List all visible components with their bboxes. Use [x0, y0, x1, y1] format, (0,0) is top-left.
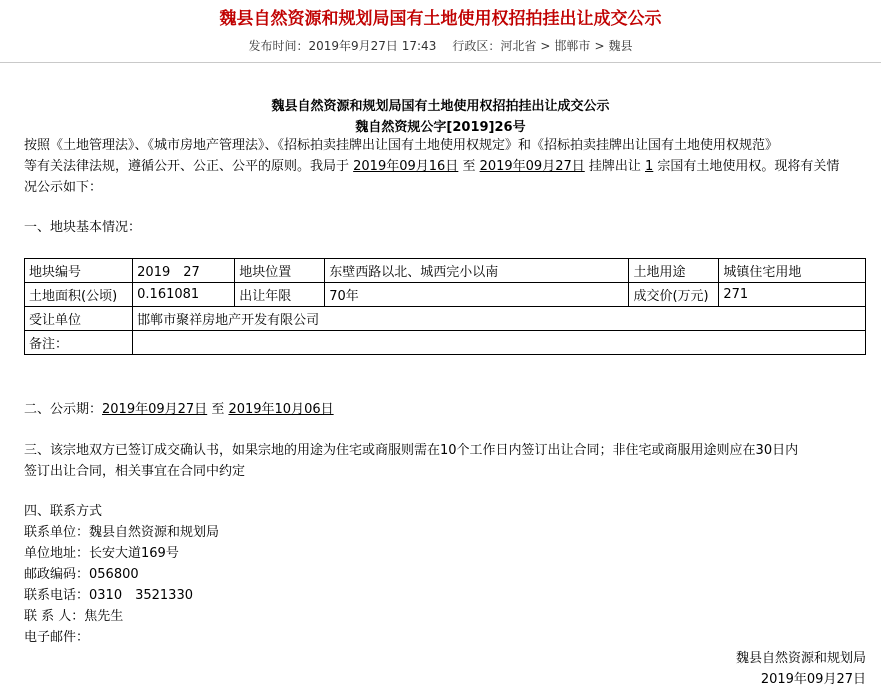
header-divider: [0, 62, 881, 63]
table-row: [25, 283, 866, 307]
region-county-link[interactable]: 魏县: [608, 39, 633, 53]
breadcrumb-separator: >: [594, 39, 605, 53]
publish-time: 2019年9月27日 17:43: [308, 39, 437, 53]
contact-phone: 联系电话：0310 3521330: [24, 588, 193, 603]
section-2-publicity-period: [24, 399, 334, 420]
intro-text: 宗国有土地使用权。现将有关情: [653, 159, 840, 174]
cell-area-label: 土地面积(公顷): [25, 283, 133, 307]
section-3-line-1: 三、该宗地双方已签订成交确认书，如果宗地的用途为住宅或商服则需在10个工作日内签订出让合同；非住宅或商服用途则应在30日内: [24, 443, 799, 458]
contact-section: [24, 501, 219, 648]
cell-term: 70年: [325, 283, 629, 307]
section-2-label: 二、公示期：: [24, 402, 103, 417]
intro-line-1: 按照《土地管理法》、《城市房地产管理法》、《招标拍卖挂牌出让国有土地使用权规定》和《招标拍卖挂牌出让国有土地使用权规范》: [24, 138, 779, 153]
contact-email: 电子邮件：: [24, 630, 90, 645]
contact-unit: 联系单位：魏县自然资源和规划局: [24, 525, 220, 540]
section-2-between: 至: [207, 402, 229, 417]
contact-person: 联 系 人：焦先生: [24, 609, 124, 624]
publicity-end-date: 2019年10月06日: [228, 402, 334, 417]
breadcrumb-separator: >: [540, 39, 551, 53]
cell-price: 271: [719, 283, 866, 307]
intro-text: 等有关法律法规，遵循公开、公正、公平的原则。我局于: [24, 159, 354, 174]
document-title: 魏县自然资源和规划局国有土地使用权招拍挂出让成交公示: [271, 99, 610, 114]
cell-remark-label: 备注：: [25, 331, 133, 355]
table-row: [25, 259, 866, 283]
parcel-table: [24, 258, 866, 355]
intro-paragraph: [24, 135, 869, 198]
publish-meta: [0, 37, 881, 54]
intro-line-3: 况公示如下：: [24, 180, 103, 195]
cell-assignee-label: 受让单位: [25, 307, 133, 331]
cell-assignee: 邯郸市聚祥房地产开发有限公司: [133, 307, 866, 331]
contact-heading: 四、联系方式: [24, 504, 103, 519]
section-3-line-2: 签订出让合同，相关事宜在合同中约定: [24, 464, 246, 479]
intro-text: 至: [458, 159, 480, 174]
cell-use-label: 土地用途: [629, 259, 719, 283]
cell-code-label: 地块编号: [25, 259, 133, 283]
table-row: [25, 307, 866, 331]
region-label: 行政区：: [452, 39, 501, 53]
region-city-link[interactable]: 邯郸市: [554, 39, 591, 53]
cell-term-label: 出让年限: [235, 283, 325, 307]
region-province-link[interactable]: 河北省: [500, 39, 537, 53]
cell-location: 东壁西路以北、城西完小以南: [325, 259, 629, 283]
publish-time-label: 发布时间：: [248, 39, 309, 53]
listing-start-date: 2019年09月16日: [353, 159, 459, 174]
cell-area: 0.161081: [133, 283, 235, 307]
table-row: [25, 331, 866, 355]
signature-date: 2019年09月27日: [760, 672, 866, 687]
document-number: 魏自然资规公字[2019]26号: [355, 120, 526, 135]
signature-block: [736, 648, 866, 690]
contact-address: 单位地址：长安大道169号: [24, 546, 179, 561]
parcel-count: 1: [645, 159, 654, 174]
cell-location-label: 地块位置: [235, 259, 325, 283]
intro-text: 挂牌出让: [584, 159, 646, 174]
cell-use: 城镇住宅用地: [719, 259, 866, 283]
cell-remark: [133, 331, 866, 355]
cell-price-label: 成交价(万元): [629, 283, 719, 307]
intro-line-2: [24, 156, 869, 177]
signature-org: 魏县自然资源和规划局: [735, 651, 866, 666]
publicity-start-date: 2019年09月27日: [102, 402, 208, 417]
page-title: 魏县自然资源和规划局国有土地使用权招拍挂出让成交公示: [219, 9, 662, 29]
listing-end-date: 2019年09月27日: [479, 159, 585, 174]
section-1-heading: 一、地块基本情况：: [24, 220, 142, 235]
section-3-paragraph: [24, 440, 798, 482]
cell-code: 2019 27: [133, 259, 235, 283]
contact-postcode: 邮政编码：056800: [24, 567, 139, 582]
